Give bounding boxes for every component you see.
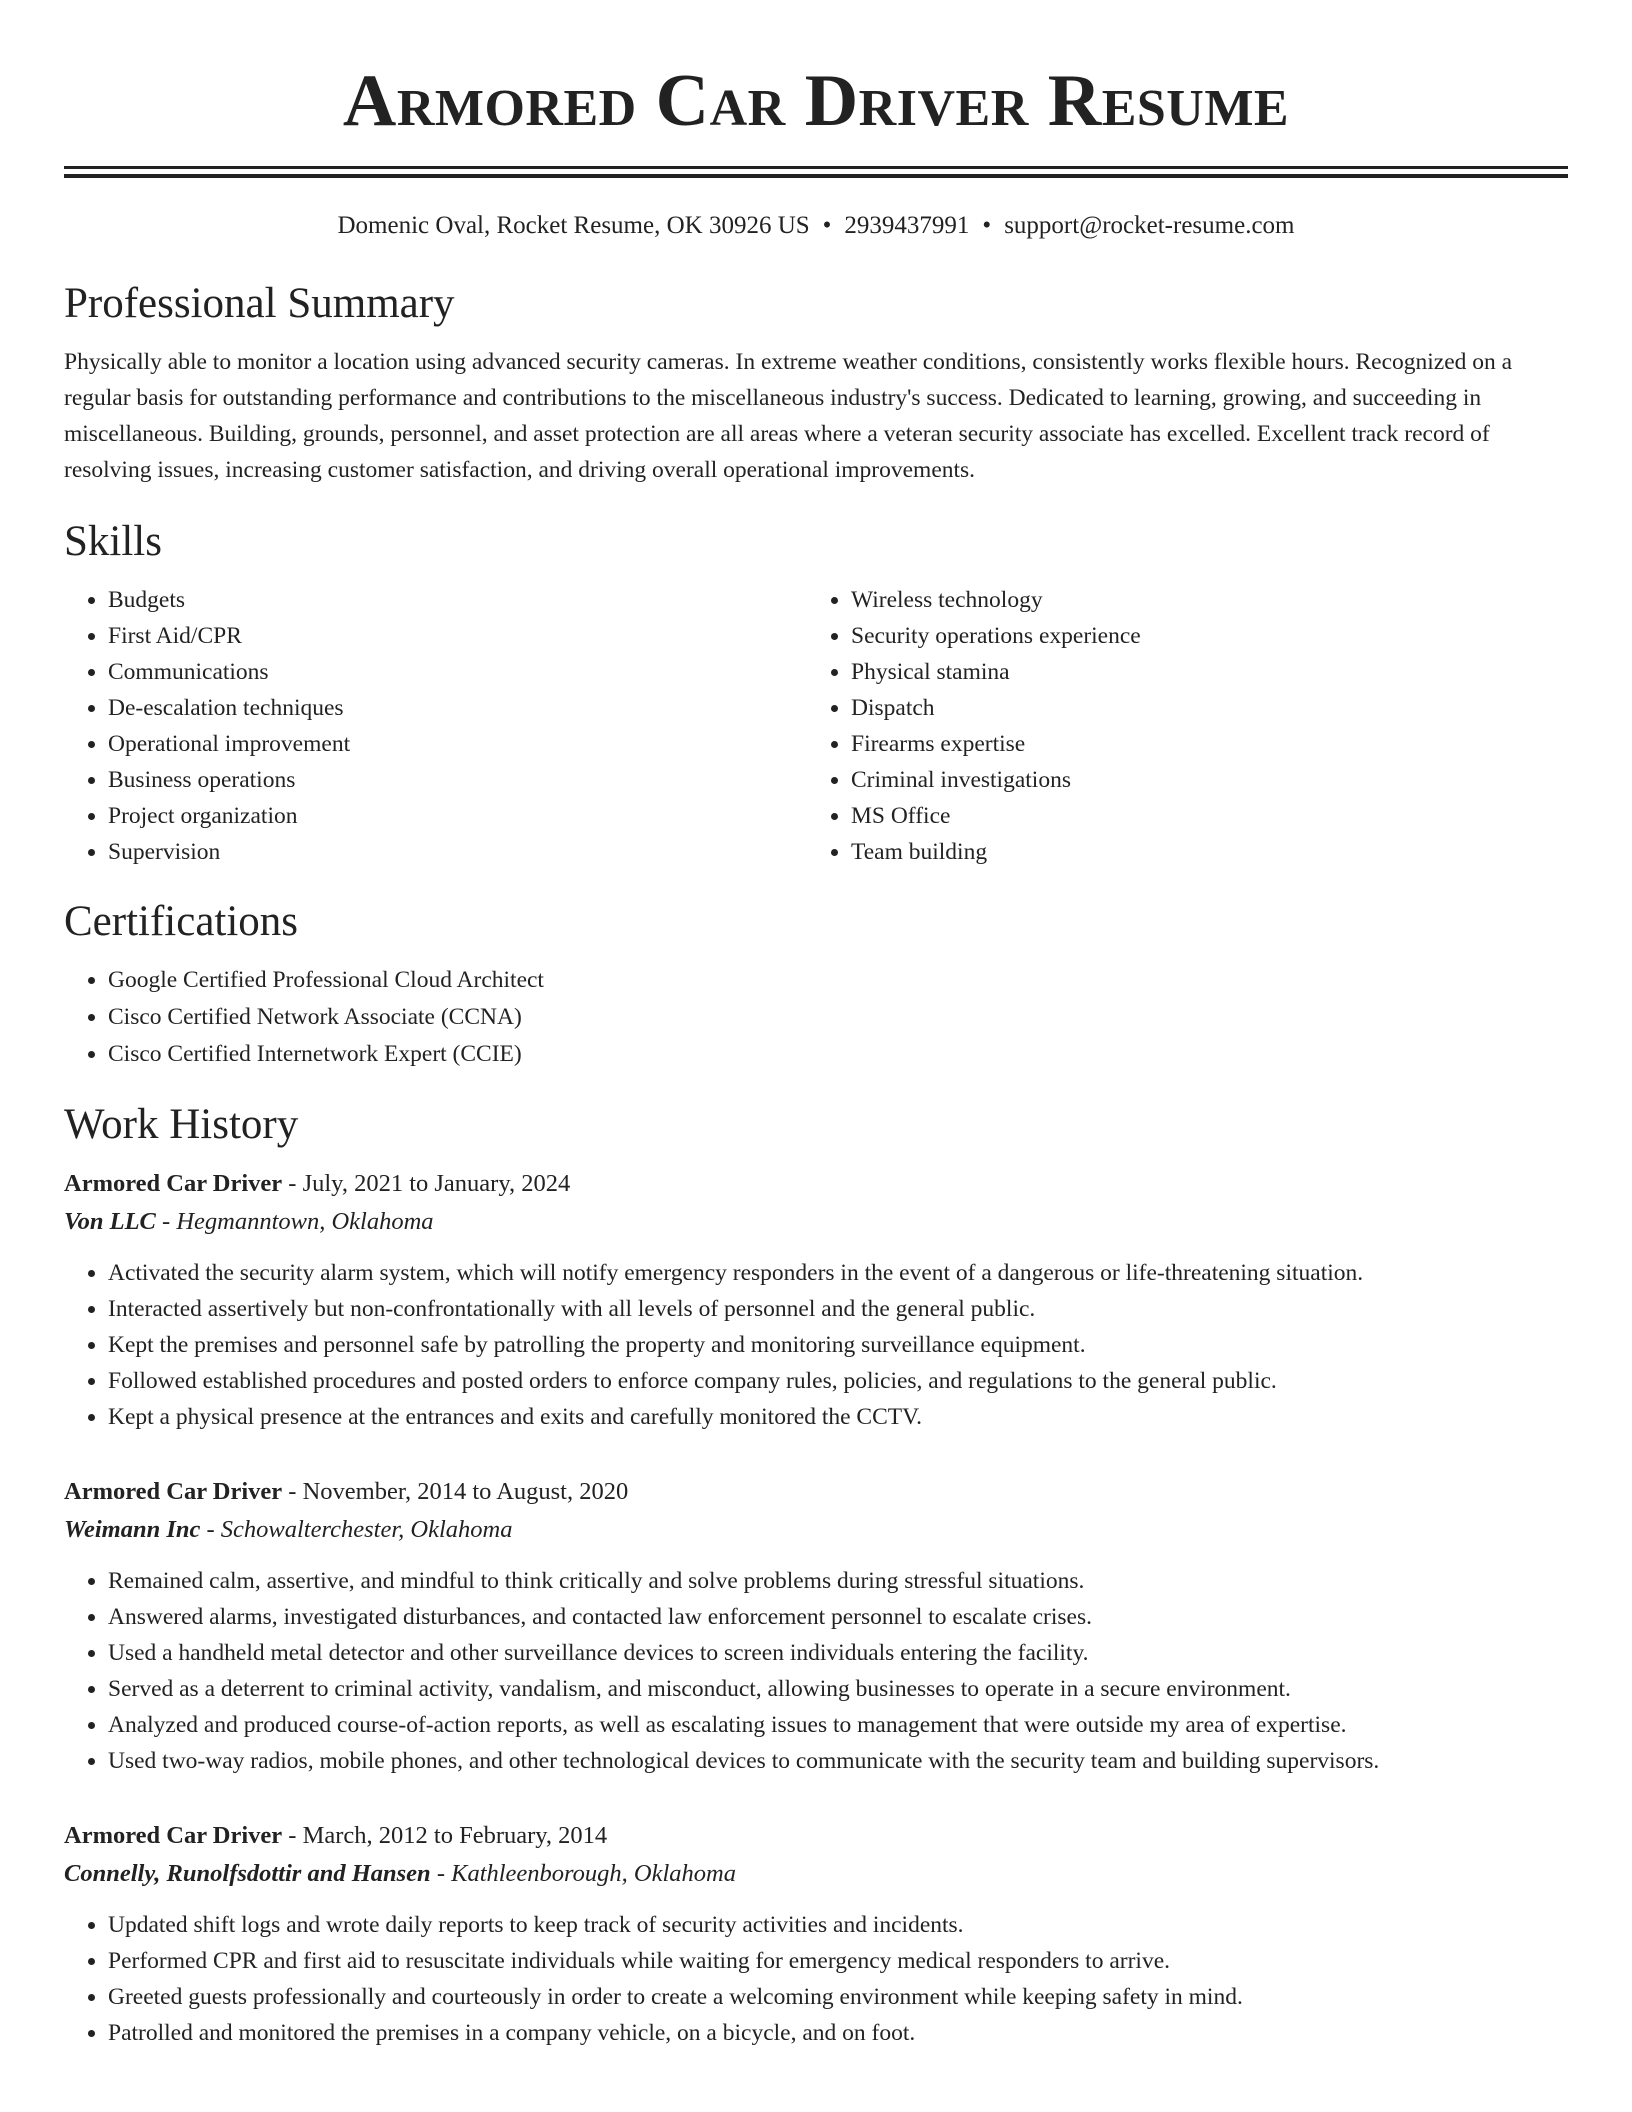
job-company: Weimann Inc — [64, 1516, 201, 1543]
skill-item: • Business operations — [108, 762, 807, 798]
job-title: Armored Car Driver — [64, 1170, 283, 1197]
job-bullets — [64, 1255, 1568, 1435]
job-entry — [64, 1473, 1568, 1779]
job-bullet: • Answered alarms, investigated disturbances, and contacted law enforcement personnel to escalate crises. — [108, 1599, 1568, 1635]
job-bullet: • Analyzed and produced course-of-action reports, as well as escalating issues to management that were outside my area of expertise. — [108, 1707, 1568, 1743]
job-dates: - November, 2014 to August, 2020 — [282, 1478, 629, 1505]
job-bullet: • Remained calm, assertive, and mindful to think critically and solve problems during stressful situations. — [108, 1563, 1568, 1599]
job-company: Von LLC — [64, 1208, 156, 1235]
contact-email: support@rocket-resume.com — [1004, 212, 1295, 239]
skill-item: • Criminal investigations — [851, 762, 1550, 798]
skills-heading: Skills — [64, 518, 162, 565]
skill-item: • De-escalation techniques — [108, 690, 807, 726]
job-bullet: • Followed established procedures and posted orders to enforce company rules, policies, and regulations to the general public. — [108, 1363, 1568, 1399]
skill-item: • Wireless technology — [851, 582, 1550, 618]
job-bullet: • Served as a deterrent to criminal activity, vandalism, and misconduct, allowing businesses to operate in a secure environment. — [108, 1671, 1568, 1707]
skill-item: • First Aid/CPR — [108, 618, 807, 654]
contact-separator: • — [822, 212, 832, 239]
skills-column-left — [64, 582, 807, 870]
job-bullet: • Greeted guests professionally and courteously in order to create a welcoming environment while keeping safety in mind. — [108, 1979, 1568, 2015]
certifications-list — [64, 962, 1568, 1073]
certification-item: • Cisco Certified Network Associate (CCNA) — [108, 999, 1568, 1036]
summary-text: Physically able to monitor a location using advanced security cameras. In extreme weather conditions, consistently works flexible hours. Recognized on a regular basis for outstanding performance and contributions to the miscellaneous industry's success. Dedicated to learning, growing, and succeeding in miscellaneous. Building, grounds, personnel, and asset protection are all areas where a veteran security associate has excelled. Excellent track record of resolving issues, increasing customer satisfaction, and driving overall operational improvements. — [64, 349, 1513, 483]
job-dates: - July, 2021 to January, 2024 — [282, 1170, 571, 1197]
job-title: Armored Car Driver — [64, 1822, 283, 1849]
job-title: Armored Car Driver — [64, 1478, 283, 1505]
skills-list-right — [807, 582, 1550, 870]
job-employer — [64, 1203, 1568, 1241]
job-bullet: • Kept the premises and personnel safe by patrolling the property and monitoring surveillance equipment. — [108, 1327, 1568, 1363]
job-bullets — [64, 1907, 1568, 2051]
skill-item: • Firearms expertise — [851, 726, 1550, 762]
job-location: - Kathleenborough, Oklahoma — [430, 1860, 736, 1887]
contact-line — [64, 210, 1568, 242]
skills-grid — [64, 582, 1568, 870]
skill-item: • Communications — [108, 654, 807, 690]
work-history-heading: Work History — [64, 1101, 299, 1148]
job-entry — [64, 1165, 1568, 1435]
certification-item: • Google Certified Professional Cloud Architect — [108, 962, 1568, 999]
contact-address: Domenic Oval, Rocket Resume, OK 30926 US — [337, 212, 810, 239]
job-bullet: • Kept a physical presence at the entrances and exits and carefully monitored the CCTV. — [108, 1399, 1568, 1435]
job-company: Connelly, Runolfsdottir and Hansen — [64, 1860, 431, 1887]
contact-phone: 2939437991 — [844, 212, 970, 239]
job-bullets — [64, 1563, 1568, 1779]
resume-title: Armored Car Driver Resume — [342, 60, 1290, 142]
job-location: - Hegmanntown, Oklahoma — [155, 1208, 434, 1235]
skills-list-left — [64, 582, 807, 870]
skill-item: • Supervision — [108, 834, 807, 870]
job-bullet: • Patrolled and monitored the premises in a company vehicle, on a bicycle, and on foot. — [108, 2015, 1568, 2051]
contact-separator: • — [982, 212, 992, 239]
title-divider — [64, 166, 1568, 178]
job-bullet: • Used a handheld metal detector and other surveillance devices to screen individuals entering the facility. — [108, 1635, 1568, 1671]
skill-item: • Project organization — [108, 798, 807, 834]
job-dates: - March, 2012 to February, 2014 — [282, 1822, 608, 1849]
skill-item: • MS Office — [851, 798, 1550, 834]
job-location: - Schowalterchester, Oklahoma — [200, 1516, 513, 1543]
certification-item: • Cisco Certified Internetwork Expert (CCIE) — [108, 1036, 1568, 1073]
job-bullet: • Performed CPR and first aid to resuscitate individuals while waiting for emergency medical responders to arrive. — [108, 1943, 1568, 1979]
job-entry — [64, 1817, 1568, 2051]
summary-heading: Professional Summary — [64, 280, 455, 327]
skill-item: • Team building — [851, 834, 1550, 870]
job-bullet: • Used two-way radios, mobile phones, and other technological devices to communicate with the security team and building supervisors. — [108, 1743, 1568, 1779]
skill-item: • Budgets — [108, 582, 807, 618]
job-header — [64, 1817, 1568, 1855]
skill-item: • Dispatch — [851, 690, 1550, 726]
job-employer — [64, 1511, 1568, 1549]
job-bullet: • Activated the security alarm system, which will notify emergency responders in the event of a dangerous or life-threatening situation. — [108, 1255, 1568, 1291]
job-header — [64, 1165, 1568, 1203]
skill-item: • Security operations experience — [851, 618, 1550, 654]
skills-column-right — [807, 582, 1550, 870]
job-header — [64, 1473, 1568, 1511]
certifications-heading: Certifications — [64, 898, 299, 945]
job-employer — [64, 1855, 1568, 1893]
job-bullet: • Interacted assertively but non-confrontationally with all levels of personnel and the general public. — [108, 1291, 1568, 1327]
skill-item: • Operational improvement — [108, 726, 807, 762]
skill-item: • Physical stamina — [851, 654, 1550, 690]
job-bullet: • Updated shift logs and wrote daily reports to keep track of security activities and incidents. — [108, 1907, 1568, 1943]
